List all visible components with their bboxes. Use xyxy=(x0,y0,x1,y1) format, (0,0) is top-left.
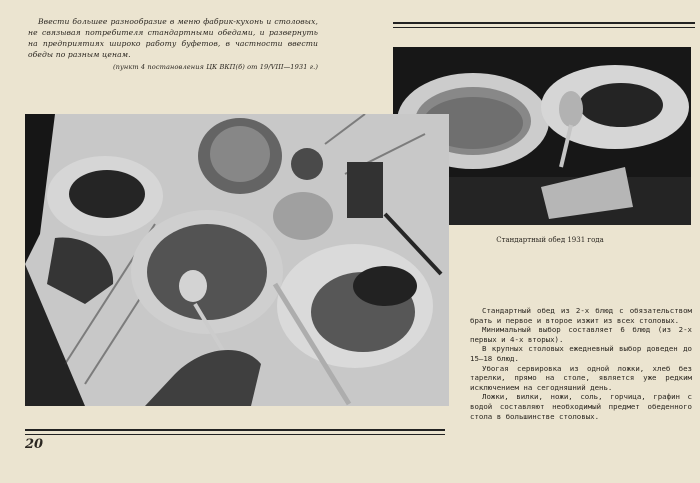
table-setting-photo xyxy=(25,114,449,406)
bottom-rule xyxy=(25,429,445,431)
top-right-rule xyxy=(393,22,695,24)
photo-caption: Стандартный обед 1931 года xyxy=(496,236,604,244)
top-right-rule-thin xyxy=(393,27,695,28)
resolution-quote xyxy=(28,16,318,73)
bottom-rule-thin xyxy=(25,434,445,435)
body-paragraph: Ложки, вилки, ножи, соль, горчица, графин с водой составляют необходимый предмет обеденного стола в большинстве столовых. xyxy=(470,392,692,421)
body-paragraph: Стандартный обед из 2-х блюд с обязательством брать и первое и второе изжит из всех столовых. xyxy=(470,306,692,325)
quote-source: (пункт 4 постановления ЦК ВКП(б) от 19/VIII—1931 г.) xyxy=(112,63,318,71)
quote-text: Ввести большее разнообразие в меню фабрик-кухонь и столовых, не связывая потребителя стандартными обедами, и развернуть на предприятиях широко работу буфетов, в частности ввести обеды по разным ценам. xyxy=(28,17,318,59)
page-number: 20 xyxy=(25,437,44,452)
article-body xyxy=(470,306,692,421)
body-paragraph: В крупных столовых ежедневный выбор доведен до 15—18 блюд. xyxy=(470,344,692,363)
body-paragraph: Убогая сервировка из одной ложки, хлеб без тарелки, прямо на столе, является уже редким исключением на сегодняшний день. xyxy=(470,363,692,392)
body-paragraph: Минимальный выбор составляет 6 блюд (из 2-х первых и 4-х вторых). xyxy=(470,325,692,344)
